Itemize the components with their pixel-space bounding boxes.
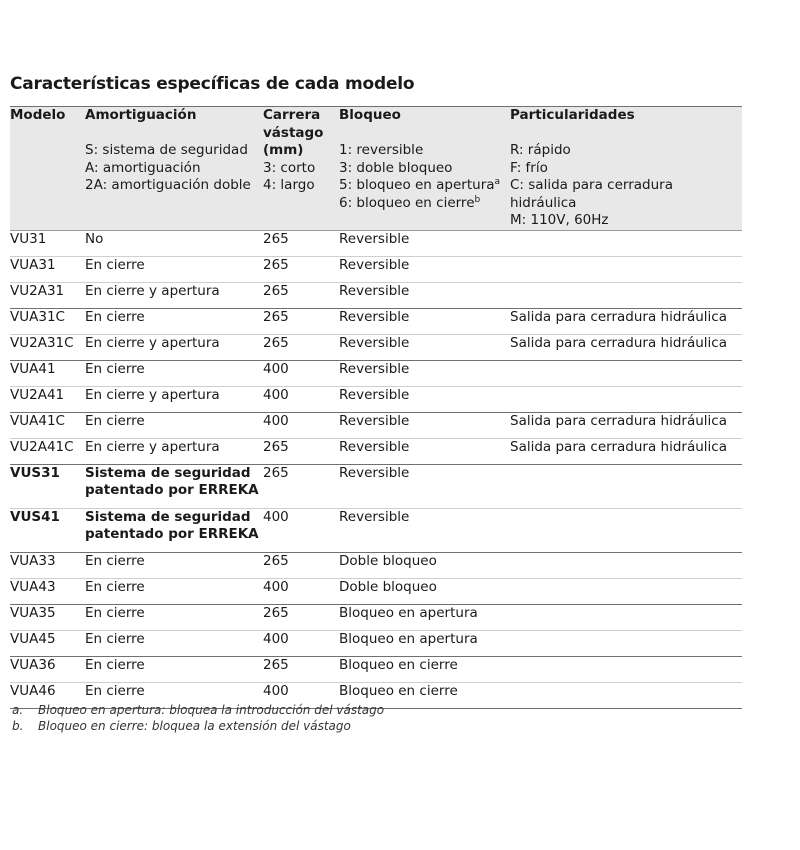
table-row — [10, 386, 742, 412]
footnote-label: b. — [12, 719, 24, 733]
cell-bloqueo: Reversible — [339, 256, 510, 282]
cell-amortiguacion: En cierre y apertura — [85, 438, 263, 464]
cell-modelo: VUA46 — [10, 682, 85, 708]
table-row — [10, 334, 742, 360]
cell-modelo: VUA41C — [10, 412, 85, 438]
table-row — [10, 412, 742, 438]
table-row — [10, 308, 742, 334]
footnotes — [12, 702, 384, 734]
cell-bloqueo: Reversible — [339, 360, 510, 386]
cell-line: patentado por ERREKA — [85, 525, 259, 542]
footnote-text: Bloqueo en cierre: bloquea la extensión del vástago — [38, 719, 351, 733]
cell-amortiguacion: En cierre — [85, 656, 263, 682]
legend-line — [339, 195, 510, 213]
cell-carrera: 265 — [263, 256, 339, 282]
header-carrera-unit: (mm) — [263, 142, 304, 158]
cell-modelo: VUS31 — [10, 464, 85, 508]
cell-amortiguacion: En cierre y apertura — [85, 282, 263, 308]
legend-line: 2A: amortiguación doble — [85, 177, 251, 193]
table-row — [10, 508, 742, 552]
cell-amortiguacion — [85, 464, 263, 508]
cell-amortiguacion — [85, 508, 263, 552]
cell-modelo: VU31 — [10, 230, 47, 247]
cell-amortiguacion: En cierre — [85, 552, 263, 578]
footnote-ref-b: b — [474, 194, 481, 205]
cell-bloqueo: Bloqueo en cierre — [339, 656, 510, 682]
legend-text: 6: bloqueo en cierre — [339, 194, 475, 211]
cell-amortiguacion: En cierre — [85, 604, 263, 630]
legend-line — [339, 177, 510, 195]
cell-particularidades — [510, 464, 742, 508]
cell-particularidades: Salida para cerradura hidráulica — [510, 334, 742, 360]
cell-particularidades — [510, 656, 742, 682]
header-modelo-label: Modelo — [10, 107, 66, 123]
cell-carrera: 265 — [263, 308, 339, 334]
cell-particularidades: Salida para cerradura hidráulica — [510, 412, 742, 438]
cell-particularidades: Salida para cerradura hidráulica — [510, 438, 742, 464]
cell-particularidades — [510, 630, 742, 656]
legend-line: 1: reversible — [339, 142, 424, 158]
header-carrera-label: vástago — [263, 124, 324, 141]
cell-modelo: VUA35 — [10, 604, 85, 630]
cell-modelo: VUA45 — [10, 630, 85, 656]
legend-line: 3: doble bloqueo — [339, 159, 453, 176]
cell-modelo: VUS41 — [10, 508, 85, 552]
cell-amortiguacion: No — [85, 230, 104, 247]
header-amortiguacion-label: Amortiguación — [85, 107, 197, 123]
cell-bloqueo: Reversible — [339, 334, 510, 360]
cell-carrera: 400 — [263, 682, 339, 708]
model-specs-table — [10, 106, 742, 709]
footnote-ref-a: a — [494, 177, 501, 187]
header-bloqueo — [339, 107, 510, 231]
cell-bloqueo: Bloqueo en apertura — [339, 630, 510, 656]
cell-particularidades — [510, 360, 742, 386]
footnote-b — [12, 718, 384, 734]
cell-carrera: 400 — [263, 578, 339, 604]
cell-modelo: VUA43 — [10, 578, 85, 604]
cell-bloqueo: Reversible — [339, 282, 510, 308]
cell-amortiguacion: En cierre — [85, 630, 263, 656]
cell-carrera: 265 — [263, 334, 339, 360]
cell-bloqueo: Reversible — [339, 464, 510, 508]
cell-bloqueo: Reversible — [339, 508, 510, 552]
table-header-row — [10, 107, 742, 231]
legend-line: S: sistema de seguridad — [85, 142, 248, 158]
header-carrera — [263, 107, 339, 231]
cell-particularidades — [510, 552, 742, 578]
cell-carrera: 400 — [263, 386, 339, 412]
table-row — [10, 464, 742, 508]
cell-particularidades — [510, 282, 742, 308]
table-row — [10, 630, 742, 656]
cell-carrera: 265 — [263, 282, 339, 308]
cell-particularidades — [510, 578, 742, 604]
cell-particularidades — [510, 230, 742, 256]
table-row — [10, 552, 742, 578]
cell-carrera: 265 — [263, 552, 339, 578]
table-row — [10, 578, 742, 604]
table-row — [10, 438, 742, 464]
cell-carrera: 265 — [263, 230, 289, 247]
table-row — [10, 360, 742, 386]
cell-bloqueo: Bloqueo en apertura — [339, 604, 510, 630]
footnote-label: a. — [12, 703, 24, 717]
legend-line: R: rápido — [510, 142, 571, 158]
cell-amortiguacion: En cierre — [85, 412, 263, 438]
table-row — [10, 282, 742, 308]
cell-carrera: 265 — [263, 464, 339, 508]
cell-carrera: 400 — [263, 360, 339, 386]
cell-amortiguacion: En cierre y apertura — [85, 386, 263, 412]
cell-amortiguacion: En cierre — [85, 360, 263, 386]
cell-carrera: 265 — [263, 438, 339, 464]
header-particularidades — [510, 107, 742, 231]
cell-carrera: 400 — [263, 630, 339, 656]
cell-modelo: VUA41 — [10, 360, 85, 386]
cell-particularidades — [510, 386, 742, 412]
cell-bloqueo: Doble bloqueo — [339, 578, 510, 604]
cell-amortiguacion: En cierre — [85, 308, 263, 334]
cell-modelo: VUA33 — [10, 552, 85, 578]
legend-line: A: amortiguación — [85, 159, 201, 176]
cell-modelo: VUA31C — [10, 308, 85, 334]
cell-amortiguacion: En cierre y apertura — [85, 334, 263, 360]
cell-amortiguacion: En cierre — [85, 682, 263, 708]
cell-carrera: 400 — [263, 508, 339, 552]
cell-modelo: VU2A31 — [10, 282, 85, 308]
legend-text: 5: bloqueo en apertura — [339, 177, 495, 193]
legend-line: 3: corto — [263, 159, 316, 176]
cell-carrera: 265 — [263, 656, 339, 682]
cell-bloqueo: Bloqueo en cierre — [339, 682, 510, 708]
table-row — [10, 604, 742, 630]
footnote-text: Bloqueo en apertura: bloquea la introducción del vástago — [38, 703, 385, 717]
cell-amortiguacion: En cierre — [85, 578, 263, 604]
header-carrera-label: Carrera — [263, 107, 321, 123]
cell-carrera: 265 — [263, 604, 339, 630]
page-title: Características específicas de cada modelo — [10, 74, 415, 94]
cell-bloqueo: Reversible — [339, 308, 510, 334]
cell-bloqueo: Doble bloqueo — [339, 552, 510, 578]
table-row — [10, 256, 742, 282]
cell-modelo: VU2A31C — [10, 334, 85, 360]
header-modelo — [10, 107, 85, 231]
header-bloqueo-label: Bloqueo — [339, 107, 401, 123]
legend-line: C: salida para cerradura hidráulica — [510, 177, 673, 211]
cell-particularidades — [510, 256, 742, 282]
table-row — [10, 656, 742, 682]
legend-line: M: 110V, 60Hz — [510, 212, 609, 228]
cell-bloqueo: Reversible — [339, 230, 410, 247]
cell-line: patentado por ERREKA — [85, 481, 259, 498]
cell-modelo: VUA36 — [10, 656, 85, 682]
cell-bloqueo: Reversible — [339, 438, 510, 464]
cell-amortiguacion: En cierre — [85, 256, 263, 282]
cell-carrera: 400 — [263, 412, 339, 438]
cell-particularidades — [510, 508, 742, 552]
cell-bloqueo: Reversible — [339, 412, 510, 438]
cell-line: Sistema de seguridad — [85, 508, 251, 525]
cell-modelo: VU2A41 — [10, 386, 85, 412]
legend-line: 4: largo — [263, 177, 315, 193]
header-particularidades-label: Particularidades — [510, 107, 635, 123]
cell-bloqueo: Reversible — [339, 386, 510, 412]
footnote-a — [12, 702, 384, 718]
table-row — [10, 230, 742, 256]
header-amortiguacion — [85, 107, 263, 231]
cell-particularidades — [510, 604, 742, 630]
cell-particularidades: Salida para cerradura hidráulica — [510, 308, 742, 334]
cell-line: Sistema de seguridad — [85, 464, 251, 481]
cell-modelo: VU2A41C — [10, 438, 85, 464]
cell-modelo: VUA31 — [10, 256, 85, 282]
cell-particularidades — [510, 682, 742, 708]
legend-line: F: frío — [510, 159, 548, 176]
